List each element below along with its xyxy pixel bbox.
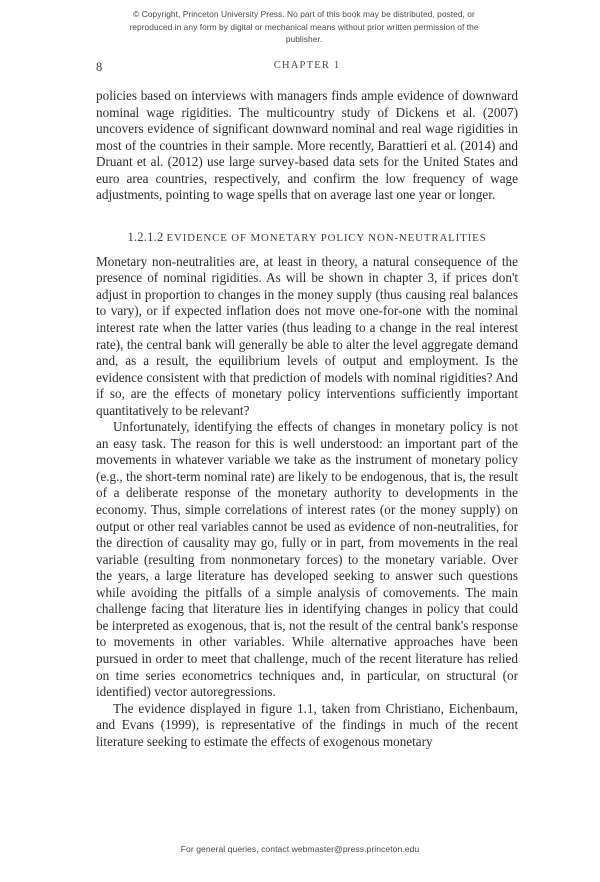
- footer-notice: For general queries, contact webmaster@press.princeton.edu: [180, 844, 420, 854]
- page-number: 8: [96, 60, 103, 74]
- paragraph-figure-evidence: The evidence displayed in figure 1.1, taken from Christiano, Eichenbaum, and Evans (1999), is representative of the findings in much of the recent literature seeking to estimate the effects of exogenous monetary: [96, 700, 518, 749]
- paragraph-identifying-effects: Unfortunately, identifying the effects of changes in monetary policy is not an easy task. The reason for this is well understood: an important part of the movements in whatever variable we take as the instrument of monetary policy (e.g., the short-term nominal rate) are likely to be endogenous, that is, the result of a deliberate response of the monetary authority to developments in the economy. Thus, simple correlations of interest rates (or the money supply) on output or other real variables cannot be used as evidence of non-neutralities, for the direction of causality may go, fully or in part, from movements in the real variable (resulting from nonmonetary forces) to the monetary variable. Over the years, a large literature has developed seeking to answer such questions while avoiding the pitfalls of a simple analysis of comovements. The main challenge facing that literature lies in identifying changes in policy that could be interpreted as exogenous, that is, not the result of the central bank's response to movements in other variables. While alternative approaches have been pursued in order to meet that challenge, much of the recent literature has relied on time series econometrics techniques and, in particular, on structural (or identified) vector autoregressions.: [96, 419, 518, 700]
- chapter-label: CHAPTER 1: [273, 60, 341, 71]
- copyright-notice: © Copyright, Princeton University Press. No part of this book may be distributed, posted, or reproduced in any form by digital or mechanical means without prior written permission of the publisher.: [129, 9, 479, 45]
- section-title: EVIDENCE OF MONETARY POLICY NON-NEUTRALITIES: [166, 231, 487, 244]
- page-body: [96, 88, 518, 750]
- section-heading: [96, 204, 518, 254]
- paragraph-monetary-non-neutralities: Monetary non-neutralities are, at least in theory, a natural consequence of the presence of nominal rigidities. As will be shown in chapter 3, if prices don't adjust in proportion to changes in the money supply (thus causing real balances to vary), or if expected inflation does not move one-for-one with the nominal interest rate when the latter varies (thus leading to a change in the real interest rate), the central bank will generally be able to alter the level aggregate demand and, as a result, the equilibrium levels of output and employment. Is the evidence consistent with that prediction of models with nominal rigidities? And if so, are the effects of monetary policy interventions sufficiently important quantitatively to be relevant?: [96, 253, 518, 418]
- paragraph-continuation: policies based on interviews with managers finds ample evidence of downward nominal wage rigidities. The multicountry study of Dickens et al. (2007) uncovers evidence of significant downward nominal and real wage rigidities in most of the countries in their sample. More recently, Barattieri et al. (2014) and Druant et al. (2012) use large survey-based data sets for the United States and euro area countries, respectively, and confirm the low frequency of wage adjustments, pointing to wage spells that on average last one year or longer.: [96, 88, 518, 203]
- section-number: 1.2.1.2: [127, 229, 164, 244]
- running-head: [96, 60, 518, 76]
